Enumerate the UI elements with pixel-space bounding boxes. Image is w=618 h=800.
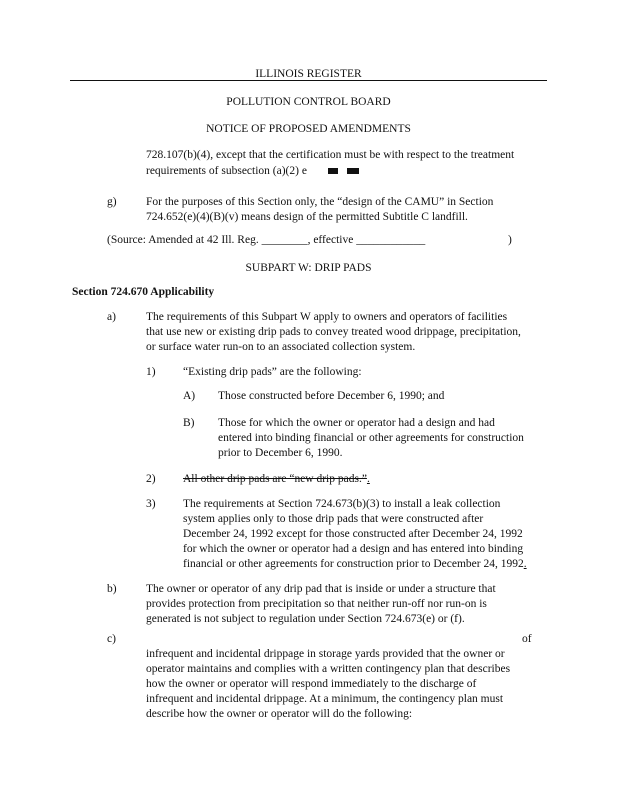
para-a-label: a) [107,311,116,323]
item-3-line-1: The requirements at Section 724.673(b)(3) to install a leak collection [183,498,501,510]
item-a-text: Those constructed before December 6, 1990; and [218,390,445,402]
para-c-line-3: how the owner or operator will respond immediately to the discharge of [146,678,477,690]
continued-line-1: 728.107(b)(4), except that the certification must be with respect to the treatment [146,149,515,161]
para-c-line-4: infrequent and incidental drippage. At a minimum, the contingency plan must [146,693,504,705]
item-3-line-4: for which the owner or operator had a design and has entered into binding [183,543,524,555]
para-c-line-2: operator maintains and complies with a written contingency plan that describes [146,663,511,675]
item-2-text [183,473,370,485]
item-b-label: B) [183,417,195,429]
para-a-line-3: or surface water run-on to an associated collection system. [146,341,416,353]
para-b-line-2: provides protection from precipitation so that neither run-off nor run-on is [146,598,487,610]
item-b-line-1: Those for which the owner or operator had a design and had [218,417,495,429]
register-title: ILLINOIS REGISTER [255,68,362,80]
notice-title: NOTICE OF PROPOSED AMENDMENTS [206,123,411,135]
para-g-line-2: 724.652(e)(4)(B)(v) means design of the permitted Subtitle C landfill. [146,211,468,223]
para-g-label: g) [107,196,117,208]
source-close: ) [508,234,512,246]
board-title: POLLUTION CONTROL BOARD [226,96,391,108]
item-2-body: All other drip pads are “new drip pads.” [183,473,367,485]
item-1-text: “Existing drip pads” are the following: [183,366,362,378]
header-rule [70,80,547,81]
section-heading: Section 724.670 Applicability [72,286,215,298]
para-a-line-1: The requirements of this Subpart W apply to owners and operators of facilities [146,311,508,323]
continued-line-2-text: requirements of subsection (a)(2) e [146,165,307,177]
redaction-mark [328,168,338,174]
subpart-heading: SUBPART W: DRIP PADS [245,262,372,274]
item-3-end: . [523,558,527,570]
redaction-mark [347,168,359,174]
para-b-line-1: The owner or operator of any drip pad that is inside or under a structure that [146,583,496,595]
item-b-line-3: prior to December 6, 1990. [218,447,343,459]
item-3-line-2: system applies only to those drip pads that were constructed after [183,513,484,525]
item-3-line-3: December 24, 1992 except for those constructed after December 24, 1992 [183,528,523,540]
item-a-label: A) [183,390,196,402]
para-c-line-1: infrequent and incidental drippage in storage yards provided that the owner or [146,648,505,660]
para-b-line-3: generated is not subject to regulation under Section 724.673(e) or (f). [146,613,465,625]
para-c-line-5: describe how the owner or operator will do the following: [146,708,413,720]
source-note: (Source: Amended at 42 Ill. Reg. ________, effective ____________ [107,234,426,246]
para-c-label: c) [107,633,116,645]
para-g-line-1: For the purposes of this Section only, the “design of the CAMU” in Section [146,196,494,208]
item-2-label: 2) [146,473,156,485]
para-c-tail: of [522,633,532,645]
item-3-line-5 [183,558,527,570]
para-b-label: b) [107,583,117,595]
item-1-label: 1) [146,366,156,378]
item-3-line-5-text: financial or other agreements for construction prior to December 24, 1992 [183,558,524,570]
continued-line-2 [146,165,359,177]
item-3-label: 3) [146,498,156,510]
item-2-suffix: . [366,473,370,485]
item-b-line-2: entered into binding financial or other agreements for construction [218,432,524,444]
para-a-line-2: that use new or existing drip pads to convey treated wood drippage, precipitation, [146,326,521,338]
